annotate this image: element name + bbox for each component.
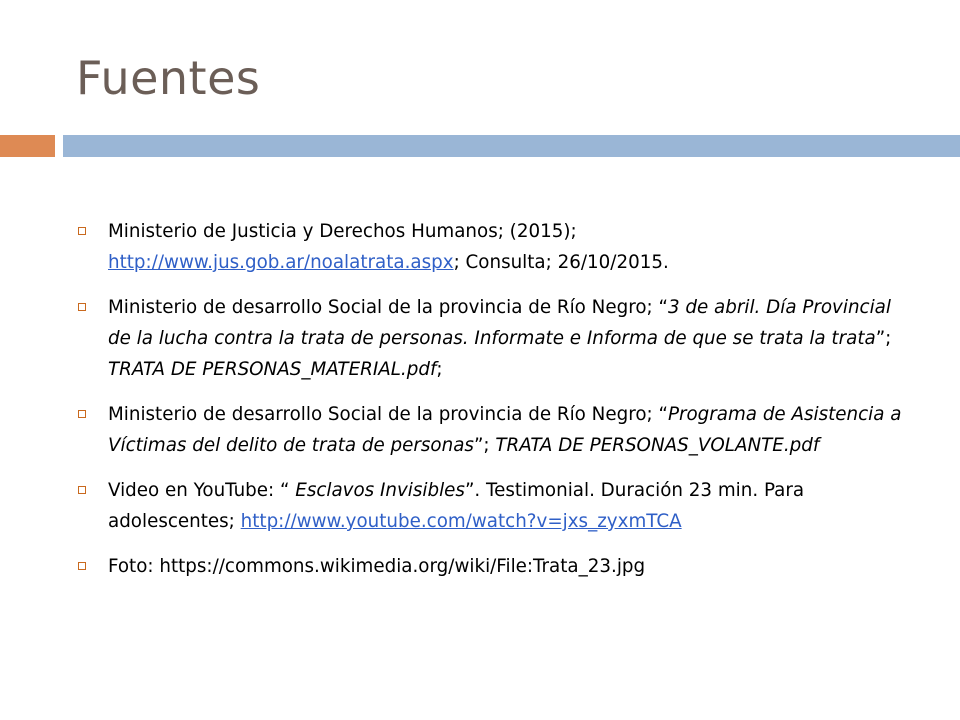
item-text: Ministerio de Justicia y Derechos Humanos; (2015); [108,221,577,242]
bar-divider [58,135,59,157]
source-link[interactable]: http://www.jus.gob.ar/noalatrata.aspx [108,252,454,273]
item-text: ; [436,359,443,380]
sources-list [76,216,906,596]
item-text: ; Consulta; 26/10/2015. [453,252,669,273]
item-text: Ministerio de desarrollo Social de la provincia de Río Negro; “ [108,297,668,318]
page-title: Fuentes [76,51,261,105]
list-item [76,399,906,461]
item-italic-text: 3 de abril. Día Provincial de la lucha contra la trata de personas. Informate e Informa de que se trata la trata [108,297,891,349]
title-underline-bar [63,135,960,157]
list-item [76,216,906,278]
square-bullet-icon [78,562,86,570]
square-bullet-icon [78,303,86,311]
item-text: Ministerio de desarrollo Social de la provincia de Río Negro; “ [108,404,668,425]
list-item [76,475,906,537]
accent-bar [0,135,55,157]
item-italic-text: Programa de Asistencia a Víctimas del delito de trata de personas [108,404,902,456]
item-text: Video en YouTube: “ [108,480,296,501]
item-text: ”. Testimonial. Duración 23 min. Para adolescentes; [108,480,805,532]
square-bullet-icon [78,410,86,418]
list-item [76,292,906,385]
item-italic-text: Esclavos Invisibles [295,480,465,501]
square-bullet-icon [78,227,86,235]
source-link[interactable]: http://www.youtube.com/watch?v=jxs_zyxmTCA [240,511,682,532]
list-item [76,551,906,582]
item-text: ”; [473,435,496,456]
item-text: ”; [875,328,892,349]
item-italic-text: TRATA DE PERSONAS_MATERIAL.pdf [108,359,437,380]
square-bullet-icon [78,486,86,494]
item-text: Foto: https://commons.wikimedia.org/wiki/File:Trata_23.jpg [108,556,646,577]
item-italic-text: TRATA DE PERSONAS_VOLANTE.pdf [495,435,820,456]
